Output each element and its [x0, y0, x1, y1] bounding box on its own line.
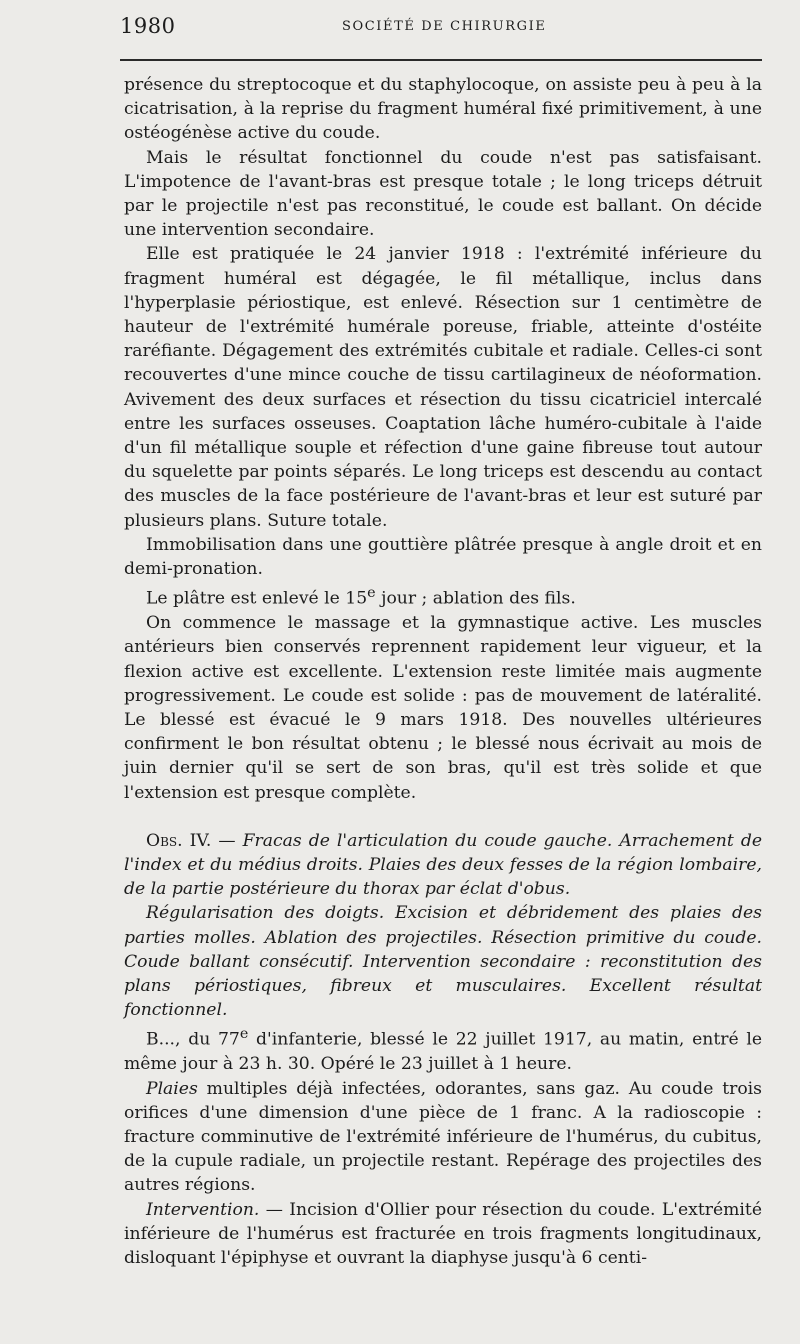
- body-text: [124, 73, 762, 1270]
- plaster-text-start: Le plâtre est enlevé le 15: [146, 589, 368, 609]
- case-wounds: [124, 1077, 762, 1198]
- observation-summary: Régularisation des doigts. Excision et débridement des plaies des parties molles. Ablation des projectiles. Résection primitive du coude. Coude ballant consécutif. Intervention secondaire : reconstitution des plans périostiques, fibreux et musculaires. Excellent résultat fonctionnel.: [124, 903, 762, 1021]
- observation-title: Fracas de l'articulation du coude gauche. Arrachement de l'index et du médius droits. Plaies des deux fesses de la région lombaire, de la partie postérieure du thorax par éclat d'obus.: [124, 830, 762, 900]
- page-header: [120, 14, 762, 42]
- header-rule: [120, 59, 762, 61]
- running-head: SOCIÉTÉ DE CHIRURGIE: [342, 19, 547, 34]
- paragraph-plaster: [124, 581, 762, 611]
- case-intervention: [124, 1198, 762, 1271]
- case-intro-start: B..., du 77: [146, 1030, 240, 1051]
- observation-heading: [124, 829, 762, 902]
- case-intro-superscript: e: [239, 1026, 249, 1043]
- wounds-label: Plaies: [146, 1078, 198, 1099]
- paragraph-operation: Elle est pratiquée le 24 janvier 1918 : l'extrémité inférieure du fragment huméral est dégagée, le fil métallique, inclus dans l'hyperplasie périostique, est enlevé. Résection sur 1 centimètre de hauteur de l'extrémité humérale poreuse, friable, atteinte d'ostéite raréfiante. Dégagement des extrémités cubitale et radiale. Celles-ci sont recouvertes d'une mince couche de tissu cartilagineux de néoformation. Avivement des deux surfaces et résection du tissu cicatriciel intercalé entre les surfaces osseuses. Coaptation lâche huméro-cubitale à l'aide d'un fil métallique souple et réfection d'une gaine fibreuse tout autour du squelette par points séparés. Le long triceps est descendu au contact des muscles de la face postérieure de l'avant-bras et leur est suturé par plusieurs plans. Suture totale.: [124, 244, 762, 531]
- paragraph-rehabilitation: On commence le massage et la gymnastique active. Les muscles antérieurs bien conservés reprennent rapidement leur vigueur, et la flexion active est excellente. L'extension reste limitée mais augmente progressivement. Le coude est solide : pas de mouvement de latéralité. Le blessé est évacué le 9 mars 1918. Des nouvelles ultérieures confirment le bon résultat obtenu ; le blessé nous écrivait au mois de juin dernier qu'il se sert de son bras, qu'il est très solide et que l'extension est presque complète.: [124, 613, 762, 803]
- wounds-text: multiples déjà infectées, odorantes, sans gaz. Au coude trois orifices d'une dimension d'une pièce de 1 franc. A la radioscopie : fracture comminutive de l'extrémité inférieure de l'humérus, du cubitus, de la cupule radiale, un projectile restant. Repérage des projectiles des autres régions.: [124, 1078, 762, 1196]
- case-intro: [124, 1022, 762, 1076]
- paragraph-continued: présence du streptocoque et du staphylocoque, on assiste peu à peu à la cicatrisation, à la reprise du fragment huméral fixé primitivement, à une ostéogénèse active du coude.: [124, 75, 762, 144]
- case-intro-end: d'infanterie, blessé le 22 juillet 1917, au matin, entré le même jour à 23 h. 30. Opéré le 23 juillet à 1 heure.: [124, 1030, 762, 1075]
- plaster-superscript: e: [367, 585, 376, 602]
- observation-label: Obs. IV.: [146, 830, 212, 851]
- observation-dash: —: [211, 830, 243, 851]
- plaster-text-end: jour ; ablation des fils.: [375, 589, 576, 609]
- intervention-label: Intervention.: [146, 1199, 260, 1220]
- intervention-text: — Incision d'Ollier pour résection du coude. L'extrémité inférieure de l'humérus est fracturée en trois fragments longitudinaux, disloquant l'épiphyse et ouvrant la diaphyse jusqu'à 6 centi-: [124, 1199, 762, 1269]
- page-number: 1980: [120, 14, 176, 38]
- paragraph-result: Mais le résultat fonctionnel du coude n'est pas satisfaisant. L'impotence de l'avant-bras est presque totale ; le long triceps détruit par le projectile n'est pas reconstitué, le coude est ballant. On décide une intervention secondaire.: [124, 147, 762, 241]
- section-gap: [124, 805, 762, 829]
- paragraph-immobilisation: Immobilisation dans une gouttière plâtrée presque à angle droit et en demi-pronation.: [124, 534, 762, 580]
